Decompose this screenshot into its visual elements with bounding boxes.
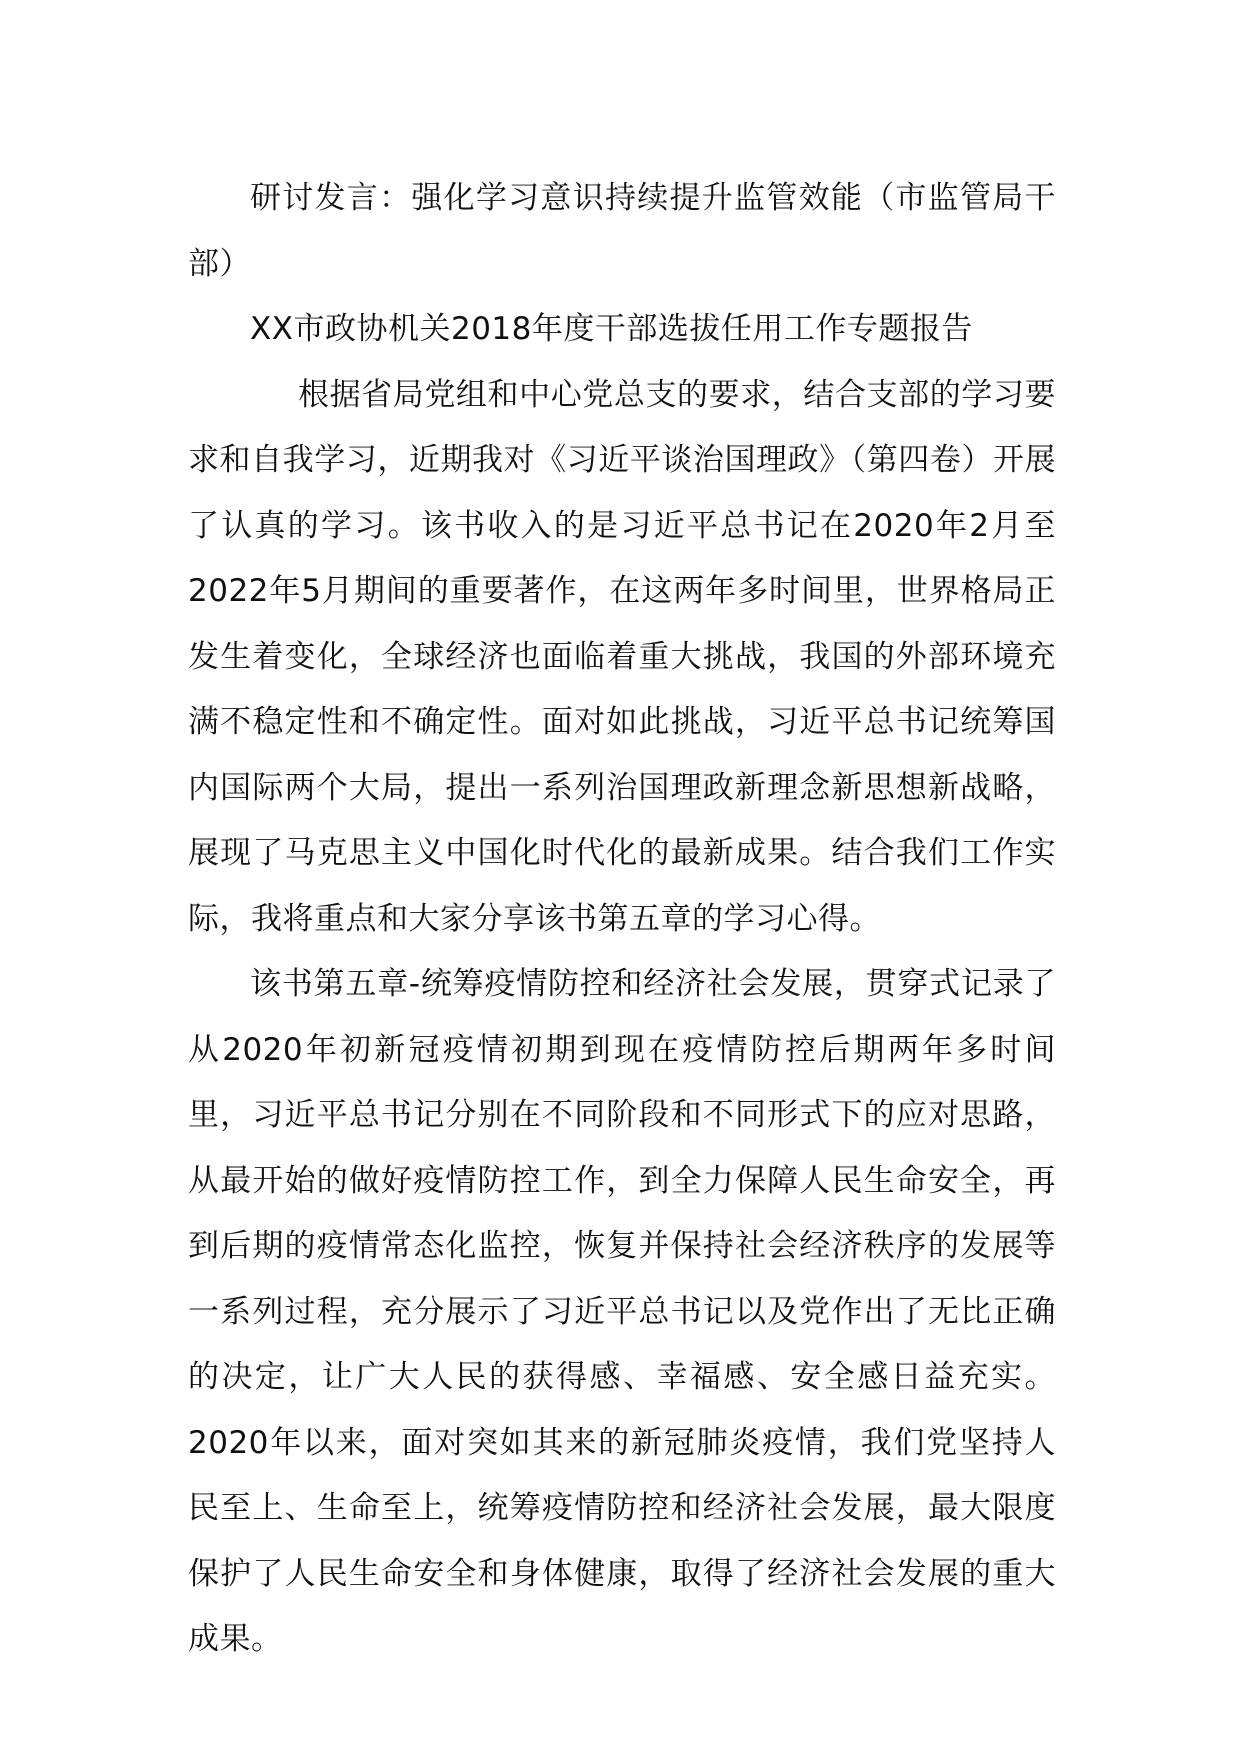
body-paragraph: 该书第五章-统筹疫情防控和经济社会发展，贯穿式记录了从2020年初新冠疫情初期到现在疫情防控后期两年多时间里，习近平总书记分别在不同阶段和不同形式下的应对思路，从最开始的做好疫情防控工作，到全力保障人民生命安全，再到后期的疫情常态化监控，恢复并保持社会经济秩序的发展等一系列过程，充分展示了习近平总书记以及党作出了无比正确的决定，让广大人民的获得感、幸福感、安全感日益充实。2020年以来，面对突如其来的新冠肺炎疫情，我们党坚持人民至上、生命至上，统筹疫情防控和经济社会发展，最大限度保护了人民生命安全和身体健康，取得了经济社会发展的重大成果。	[188, 966, 1056, 1657]
body-paragraph: 根据省局党组和中心党总支的要求，结合支部的学习要求和自我学习，近期我对《习近平谈治国理政》（第四卷）开展了认真的学习。该书收入的是习近平总书记在2020年2月至2022年5月期间的重要著作，在这两年多时间里，世界格局正发生着变化，全球经济也面临着重大挑战，我国的外部环境充满不稳定性和不确定性。面对如此挑战，习近平总书记统筹国内国际两个大局，提出一系列治国理政新理念新思想新战略，展现了马克思主义中国化时代化的最新成果。结合我们工作实际，我将重点和大家分享该书第五章的学习心得。	[188, 376, 1056, 937]
document-subtitle: XX市政协机关2018年度干部选拔任用工作专题报告	[250, 311, 973, 347]
document-body	[188, 166, 1056, 1673]
document-title: 研讨发言：强化学习意识持续提升监管效能（市监管局干部）	[188, 180, 1056, 282]
